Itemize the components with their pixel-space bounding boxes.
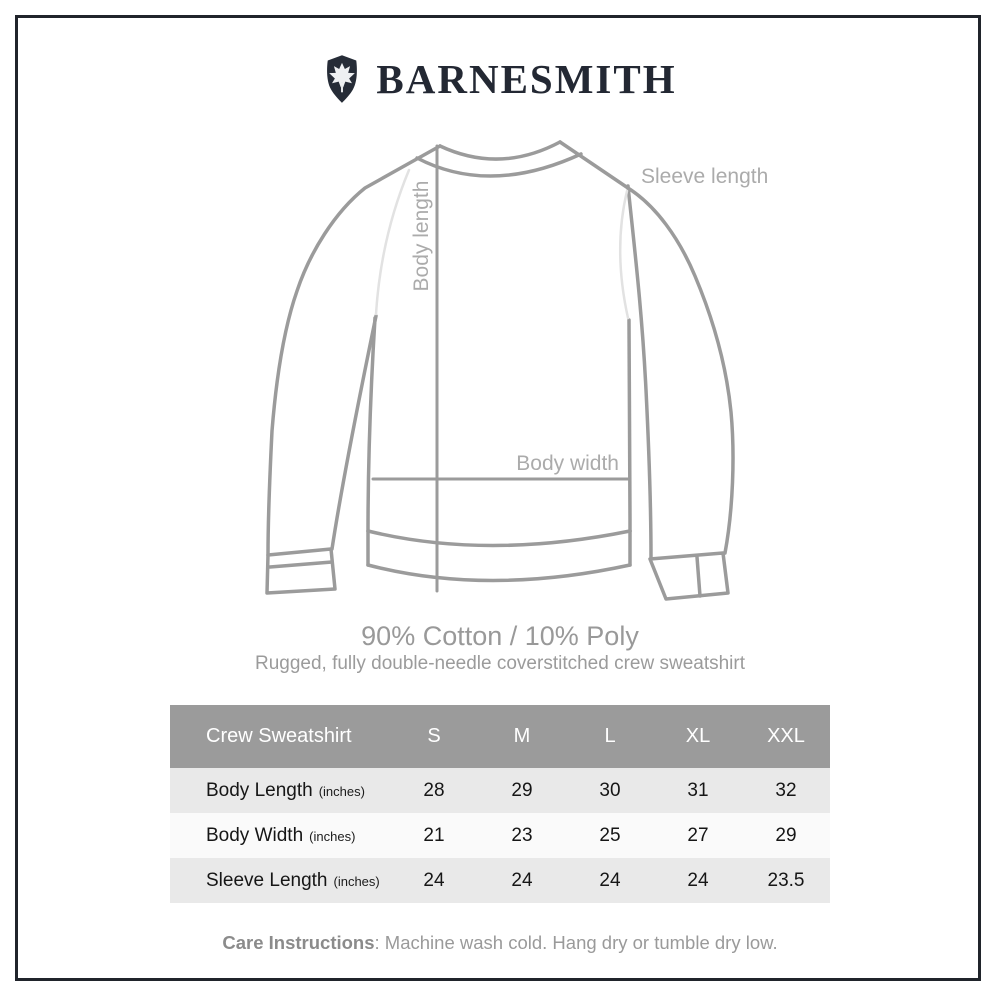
size-value: 24: [423, 869, 445, 891]
size-value: 24: [511, 869, 533, 891]
garment-outline: [267, 142, 733, 599]
size-value: 29: [775, 824, 797, 846]
body-length-label: Body length: [410, 180, 433, 292]
care-instructions-text: : Machine wash cold. Hang dry or tumble dry low.: [374, 932, 778, 953]
size-value: 27: [687, 824, 709, 846]
row-unit: (inches): [333, 873, 380, 889]
size-col-header-xl: XL: [685, 725, 711, 747]
row-label: Body Width: [206, 824, 304, 846]
size-chart-header-row: [170, 705, 830, 768]
row-unit: (inches): [318, 783, 365, 799]
size-value: 24: [599, 869, 621, 891]
sleeve-length-label: Sleeve length: [641, 165, 769, 188]
size-col-header-xxl: XXL: [767, 725, 805, 747]
size-value: 24: [687, 869, 709, 891]
table-row-body-length: [170, 768, 830, 813]
table-title: Crew Sweatshirt: [206, 725, 352, 747]
table-row-sleeve-length: [170, 858, 830, 903]
body-width-label: Body width: [516, 452, 619, 475]
size-value: 31: [687, 779, 709, 801]
size-col-header-s: S: [427, 725, 441, 747]
row-unit: (inches): [309, 828, 356, 844]
brand-header: [0, 50, 1000, 108]
row-label: Sleeve Length: [206, 869, 328, 891]
size-value: 23.5: [767, 869, 805, 891]
size-chart-table: [170, 705, 830, 903]
size-value: 28: [423, 779, 445, 801]
size-value: 25: [599, 824, 621, 846]
shield-leaf-icon: [323, 54, 361, 104]
material-text: 90% Cotton / 10% Poly: [361, 621, 639, 651]
size-value: 23: [511, 824, 533, 846]
care-instructions-label: Care Instructions: [222, 932, 375, 953]
size-col-header-m: M: [513, 725, 531, 747]
table-row-body-width: [170, 813, 830, 858]
row-label: Body Length: [206, 779, 313, 801]
size-col-header-l: L: [604, 725, 616, 747]
size-value: 21: [423, 824, 445, 846]
size-value: 29: [511, 779, 533, 801]
care-instructions: [0, 932, 1000, 954]
size-value: 32: [775, 779, 797, 801]
product-description: Rugged, fully double-needle coverstitched crew sweatshirt: [254, 653, 746, 674]
size-value: 30: [599, 779, 621, 801]
sweatshirt-measurement-diagram: [230, 130, 770, 610]
brand-name: BARNESMITH: [376, 56, 677, 102]
